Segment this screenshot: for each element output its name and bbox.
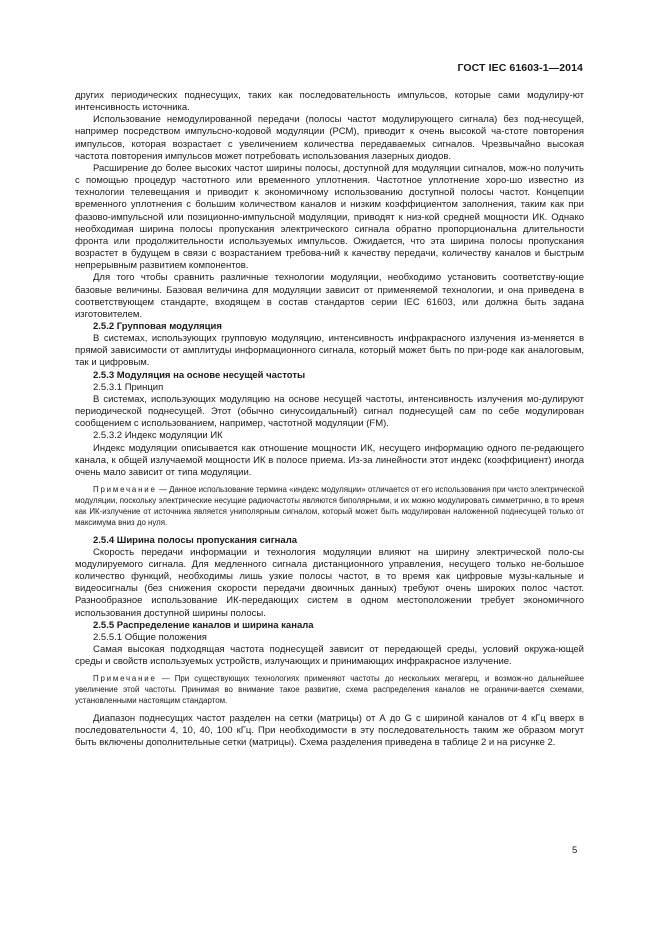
paragraph: Диапазон поднесущих частот разделен на сетки (матрицы) от А до G с шириной каналов от 4 кГц вверх в последовательности 4, 10, 40, 100 кГц. При необходимости в эту последовательность таким же образом могут быть включены дополнительные сетки (матрицы). Схема разделения приведена в таблице 2 и на рисунке 2.: [75, 713, 584, 749]
paragraph: В системах, использующих модуляцию на основе несущей частоты, интенсивность излучения мо-дулируют периодической поднесущей. Этот (обычно синусоидальный) сигнал поднесущей сам по себе модулирован сообщением с использованием, например, частотной модуляции (FM).: [75, 393, 584, 430]
subsection-heading: 2.5.3.2 Индекс модуляции ИК: [93, 430, 223, 442]
paragraph: Расширение до более высоких частот ширины полосы, доступной для модуляции сигналов, мож-но получить с помощью процедур частотного или временного уплотнения. Частотное уплотнение хоро-шо известно из технологии телевещания и приводит к экономичному использованию доступной полосы частот. Концепции временного уплотнения с большим количеством каналов и низким коэффициентом заполнения, таким как при фазово-импульсной или позиционно-импульсной модуляции, приводят к низ-кой средней мощности ИК. Однако необходимая ширина полосы пропускания электрического сигнала обратно пропорциональна длительности фронта или продолжительности используемых импульсов. Ожидается, что эта ширина полосы пропускания возрастет в будущем в связи с возрастанием требова-ний к качеству передачи, количеству каналов и быстрым непрерывным развитием компонентов.: [75, 162, 584, 272]
section-heading: 2.5.2 Групповая модуляция: [93, 320, 222, 332]
subsection-heading: 2.5.3.1 Принцип: [93, 381, 164, 393]
note-label: Примечание: [93, 485, 157, 494]
section-heading: 2.5.5 Распределение каналов и ширина канала: [93, 619, 314, 631]
section-heading: 2.5.4 Ширина полосы пропускания сигнала: [93, 534, 298, 546]
document-header: ГОСТ IEC 61603-1—2014: [457, 62, 583, 74]
note-text: — При существующих технологиях применяют частоты до нескольких мегагерц, и возмож-но дальнейшее увеличение этой частоты. Принимая во внимание такое развитие, схема распределения каналов не ограничи-вается схемами, установленными настоящим стандартом.: [75, 674, 584, 706]
note-text: — Данное использование термина «индекс модуляции» отличается от его использования при чисто электрической модуляции, поскольку электрические несущие радиочастоты являются биполярными, и их можно модулировать симметрично, в то время как ИК-излучение от источника является униполярным сигналом, который может быть модулирован наложенной поднесущей только от максимума вниз до нуля.: [75, 485, 584, 527]
paragraph: В системах, использующих групповую модуляцию, интенсивность инфракрасного излучения из-меняется в прямой зависимости от амплитуды информационного сигнала, который может быть по при-роде как аналоговым, так и цифровым.: [75, 333, 584, 369]
paragraph: других периодических поднесущих, таких как последовательность импульсов, которые сами модулиру-ют интенсивность источника.: [75, 90, 584, 114]
note-label: Примечание: [93, 674, 157, 684]
section-heading: 2.5.3 Модуляция на основе несущей частоты: [93, 369, 306, 381]
page-number: 5: [572, 845, 578, 856]
note: [75, 674, 584, 707]
paragraph: Самая высокая подходящая частота поднесущей зависит от передающей среды, условий окружа-ющей среды и свойств используемых устройств, излучающих и принимающих инфракрасное излучение.: [75, 644, 584, 668]
note: [75, 485, 584, 529]
paragraph: Скорость передачи информации и технология модуляции влияют на ширину электрической поло-сы модулируемого сигнала. Для медленного сигнала дистанционного управления, несущего только не-большое количество функций, необходимы лишь узкие полосы частот, в то время как цифровые музы-кальные и видеосигналы (без снижения скорости передачи двоичных данных) требуют очень широких полос частот. Разнообразное использование ИК-передающих систем в одном местоположении требует экономичного использования доступной ширины полосы.: [75, 546, 584, 619]
paragraph: Для того чтобы сравнить различные технологии модуляции, необходимо установить соответству-ющие базовые величины. Базовая величина для модуляции зависит от применяемой технологии, и она приведена в соответствующем стандарте, входящем в состав стандартов серии IEC 61603, или должна быть задана изготовителем.: [75, 272, 584, 320]
paragraph: Индекс модуляции описывается как отношение мощности ИК, несущего информацию одного пе-редающего канала, к общей излучаемой мощности ИК в полосе приема. Из-за линейности этот индекс (коэффициент) иногда очень мало зависит от типа модуляции.: [75, 442, 584, 478]
subsection-heading: 2.5.5.1 Общие положения: [93, 631, 207, 643]
paragraph: Использование немодулированной передачи (полосы частот модулирующего сигнала) без под-несущей, например посредством импульсно-кодовой модуляции (РСМ), приводит к очень высокой ча-стоте повторения импульсов, которая возрастает с увеличением количества передаваемых сигналов. Чрезвычайно высокая частота повторения импульсов может потребовать использования лазерных диодов.: [75, 114, 584, 162]
document-body: [75, 90, 584, 750]
